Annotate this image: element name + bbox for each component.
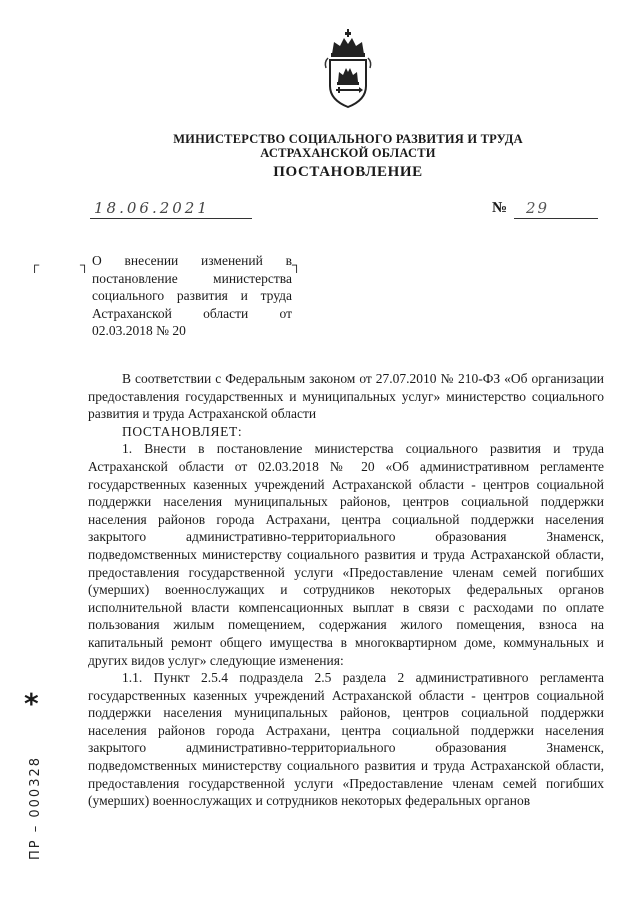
decree-word: ПОСТАНОВЛЯЕТ:	[122, 423, 243, 439]
ministry-name-line2: АСТРАХАНСКОЙ ОБЛАСТИ	[260, 146, 436, 160]
preamble-paragraph: В соответствии с Федеральным законом от 27.07.2010 № 210-ФЗ «Об организации предоставления государственных и муниципальных услуг» министерство социального развития и труда Астраханской области	[88, 371, 604, 422]
ministry-name-line1: МИНИСТЕРСТВО СОЦИАЛЬНОГО РАЗВИТИЯ И ТРУДА	[173, 132, 523, 146]
number-field	[514, 198, 598, 219]
bracket-top-left-icon: ┐	[80, 257, 90, 272]
document-body	[88, 370, 604, 810]
date-field	[90, 198, 252, 219]
handwritten-date: 18.06.2021	[94, 199, 210, 217]
registration-side-code: ПР – 000328	[28, 755, 43, 860]
bracket-top-left-outer-icon: ┌	[30, 257, 40, 272]
document-type-title: ПОСТАНОВЛЕНИЕ	[273, 164, 423, 180]
document-header	[130, 132, 566, 182]
coat-of-arms-emblem	[322, 28, 374, 110]
bracket-top-right-icon: ┐	[292, 257, 302, 272]
document-subject: О внесении изменений в постановление министерства социального развития и труда Астраханской области от 02.03.2018 № 20	[92, 253, 292, 338]
clause-1-1-paragraph: 1.1. Пункт 2.5.4 подраздела 2.5 раздела 2 административного регламента государственных казенных учреждений Астраханской области - центров социальной поддержки населения муниципальных районов, центров социальной поддержки населения районов города Астрахани, центра социальной поддержки населения закрытого административно-территориального образования Знаменск, подведомственных министерству социального развития и труда Астраханской области, предоставления государственной услуги «Предоставление членам семей погибших (умерших) военнослужащих и сотрудников некоторых федеральных органов	[88, 670, 604, 809]
handwritten-number: 29	[526, 199, 550, 217]
clause-1-paragraph: 1. Внести в постановление министерства социального развития и труда Астраханской области от 02.03.2018 № 20 «Об административном регламенте государственных казенных учреждений Астраханской области - центров социальной поддержки населения муниципальных районов, центров социальной поддержки населения районов города Астрахани, центра социальной поддержки населения закрытого административно-территориального образования Знаменск, подведомственных министерству социального развития и труда Астраханской области, предоставления государственной услуги «Предоставление членам семей погибших (умерших) военнослужащих и сотрудников некоторых федеральных органов исполнительной власти компенсационных выплат в связи с расходами по оплате пользования жилым помещением, содержания жилого помещения, взноса на капитальный ремонт общего имущества в многоквартирном доме, коммунальных и других видов услуг» следующие изменения:	[88, 441, 604, 668]
margin-asterisk: *	[24, 687, 39, 720]
number-label: №	[492, 200, 508, 216]
